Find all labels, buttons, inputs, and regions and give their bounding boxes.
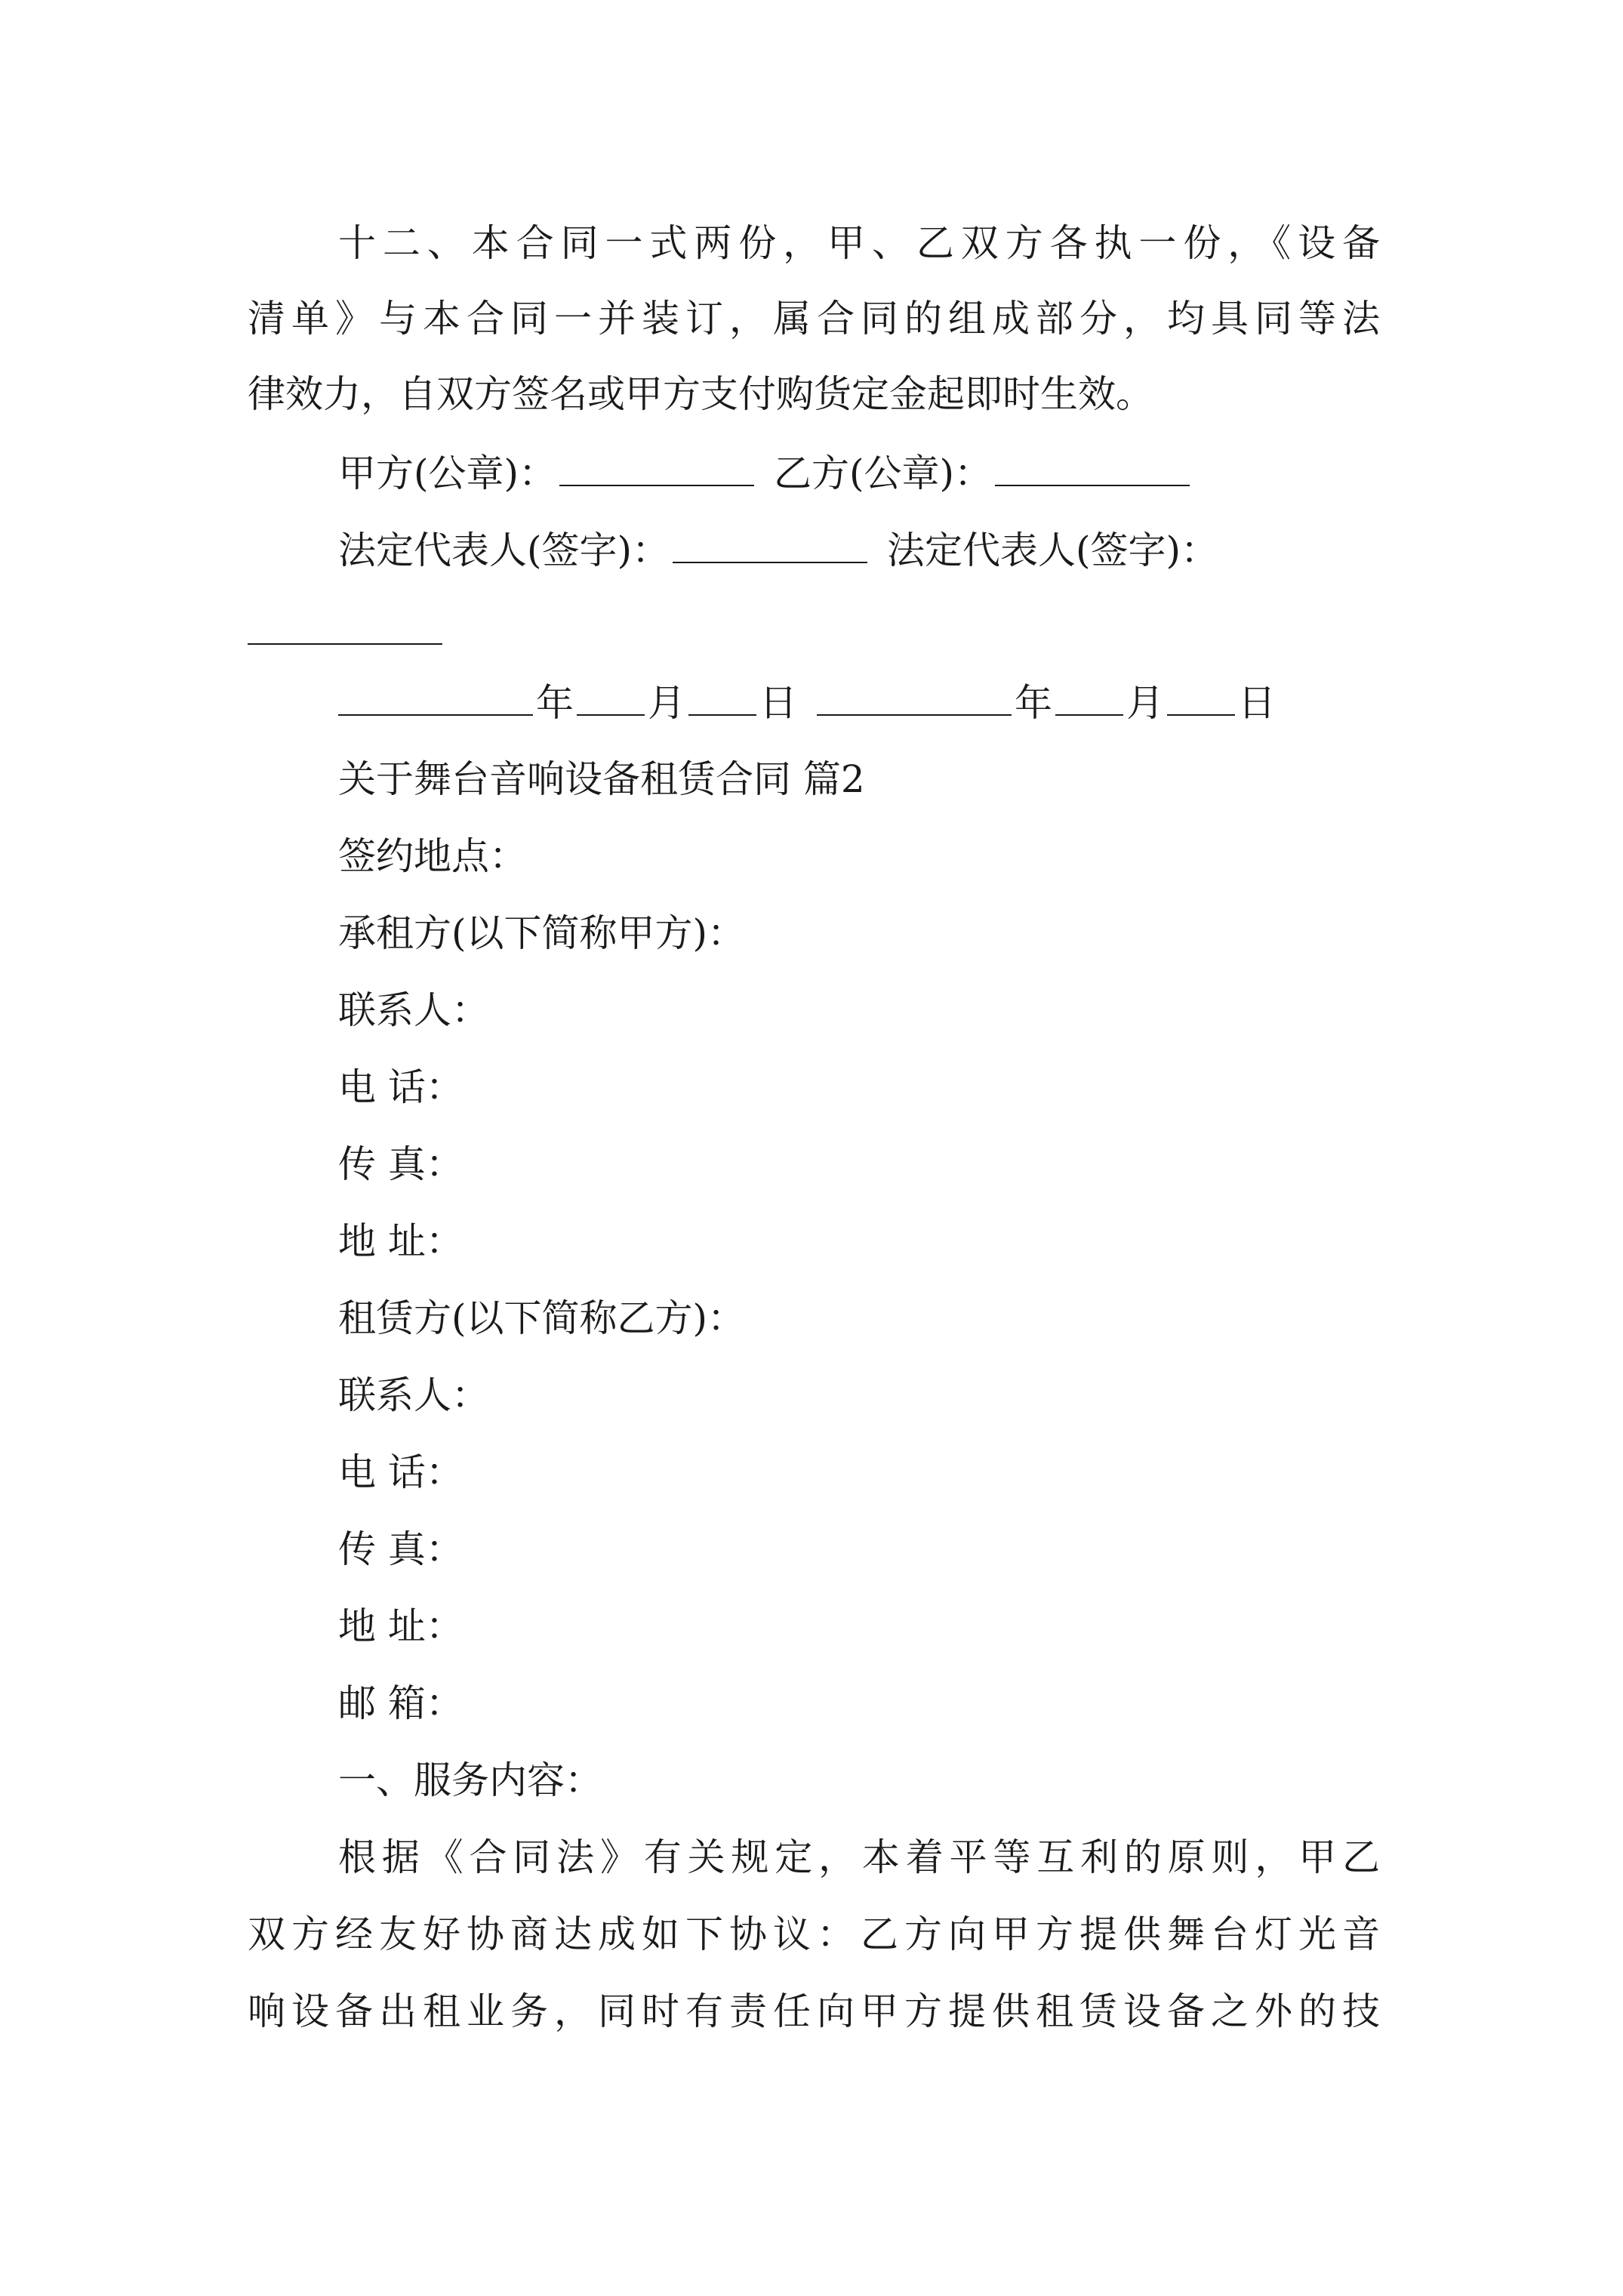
rep-b-blank xyxy=(248,643,442,645)
service-line-2: 双方经友好协商达成如下协议：乙方向甲方提供舞台灯光音 xyxy=(248,1912,1380,1956)
date-a-day-blank xyxy=(688,678,756,716)
lessee-address: 地 址： xyxy=(338,1219,463,1263)
clause-12-line-2: 清单》与本合同一并装订，属合同的组成部分，均具同等法 xyxy=(248,297,1380,341)
clause-12-line-1: 十二、本合同一式两份，甲、乙双方各执一份，《设备 xyxy=(338,221,1380,265)
representative-row xyxy=(338,525,1218,574)
section-2-title: 关于舞台音响设备租赁合同 篇2 xyxy=(338,757,865,801)
lessee-contact: 联系人： xyxy=(338,988,489,1032)
date-row xyxy=(338,678,1276,726)
lessor-address: 地 址： xyxy=(338,1604,463,1648)
lessee-heading: 承租方(以下简称甲方)： xyxy=(338,911,746,955)
lessor-fax: 传 真： xyxy=(338,1527,463,1571)
date-b-day-blank xyxy=(1167,678,1235,716)
party-b-seal-blank xyxy=(995,448,1190,486)
lessor-heading: 租赁方(以下简称乙方)： xyxy=(338,1296,746,1340)
lessor-email: 邮 箱： xyxy=(338,1681,463,1725)
party-a-seal-blank xyxy=(559,448,754,486)
lessee-phone: 电 话： xyxy=(338,1065,463,1109)
date-b-month-blank xyxy=(1055,678,1123,716)
date-b-day: 日 xyxy=(1238,681,1276,725)
seal-signature-row xyxy=(338,448,1193,497)
lessee-fax: 传 真： xyxy=(338,1142,463,1186)
party-b-seal-label: 乙方(公章)： xyxy=(774,451,993,495)
date-b-year: 年 xyxy=(1015,681,1052,725)
date-a-day: 日 xyxy=(759,681,797,725)
party-a-seal-label: 甲方(公章)： xyxy=(338,451,557,495)
lessor-phone: 电 话： xyxy=(338,1450,463,1494)
service-line-1: 根据《合同法》有关规定，本着平等互利的原则，甲乙 xyxy=(338,1835,1380,1879)
lessor-contact: 联系人： xyxy=(338,1373,489,1417)
rep-a-label: 法定代表人(签字)： xyxy=(338,529,670,572)
date-a-year-blank xyxy=(338,678,533,716)
signing-place: 签约地点： xyxy=(338,834,527,878)
date-a-month-blank xyxy=(577,678,645,716)
rep-b-label: 法定代表人(签字)： xyxy=(887,529,1219,572)
date-a-year: 年 xyxy=(536,681,574,725)
rep-a-blank xyxy=(673,525,867,563)
date-b-year-blank xyxy=(817,678,1012,716)
date-a-month: 月 xyxy=(648,681,685,725)
clause-12-line-3: 律效力，自双方签名或甲方支付购货定金起即时生效。 xyxy=(248,372,1153,416)
date-b-month: 月 xyxy=(1126,681,1164,725)
service-line-3: 响设备出租业务，同时有责任向甲方提供租赁设备之外的技 xyxy=(248,1989,1380,2033)
service-heading: 一、服务内容： xyxy=(338,1758,602,1802)
